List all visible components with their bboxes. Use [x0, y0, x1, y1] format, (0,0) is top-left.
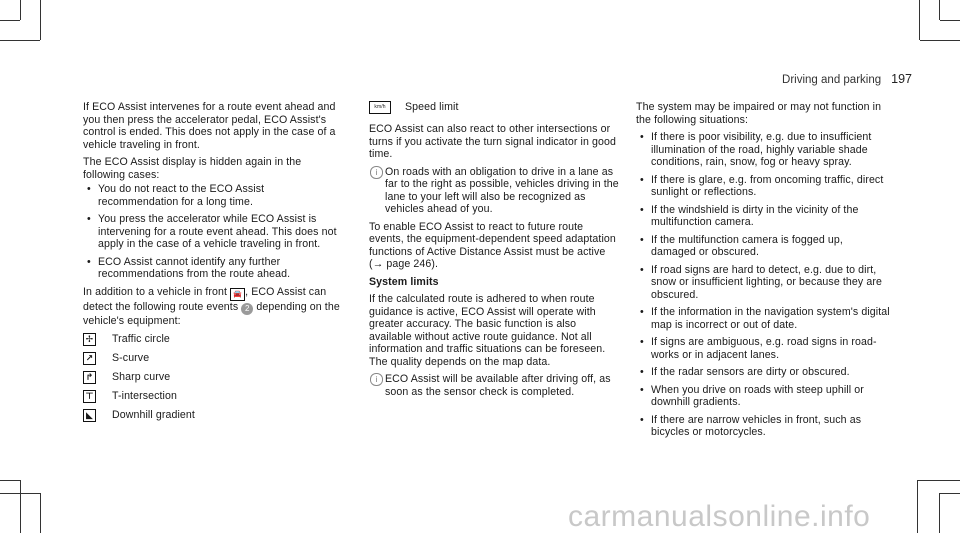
- info-note: [369, 166, 619, 216]
- crop-mark: [0, 20, 20, 21]
- crop-mark: [918, 480, 960, 481]
- info-note: [369, 373, 619, 398]
- crop-mark: [939, 493, 940, 533]
- list-item: • If there is glare, e.g. from oncoming traffic, direct sunlight or reflections.: [636, 174, 890, 199]
- vehicle-in-front-icon: 🚘: [230, 288, 245, 301]
- route-event-row: [369, 101, 619, 114]
- page-header: [782, 72, 912, 86]
- paragraph: The ECO Assist display is hidden again in the following cases:: [83, 156, 302, 181]
- watermark: carmanualsonline.info: [568, 500, 871, 533]
- crop-mark: [0, 40, 40, 41]
- sharp-curve-icon: ↱: [83, 371, 96, 384]
- list-item: • If road signs are hard to detect, e.g. due to dirt, snow or insufficient lighting, or because they are obscured.: [636, 264, 890, 302]
- crop-mark: [939, 0, 940, 20]
- list-item: • If the windshield is dirty in the vicinity of the multifunction camera.: [636, 204, 890, 229]
- info-icon: i: [370, 373, 383, 386]
- crop-mark: [40, 0, 41, 40]
- paragraph: ECO Assist can also react to other intersections or turns if you activate the turn signal indicator in good time.: [369, 123, 616, 160]
- text-span: In addition to a vehicle in front: [83, 285, 228, 298]
- text-span: , ECO Assist can detect the following route events: [83, 285, 327, 313]
- section-title: Driving and parking: [782, 74, 882, 86]
- route-event-label: Downhill gradient: [112, 409, 195, 422]
- crop-mark: [940, 493, 960, 494]
- text-span: depending on the vehicle's equipment:: [83, 300, 340, 327]
- crop-mark: [917, 480, 918, 533]
- list-item: • If there is poor visibility, e.g. due to insufficient illumination of the road, highly variable shade conditions, rain, snow, fog or heavy spray.: [636, 131, 890, 169]
- traffic-circle-icon: ✢: [83, 333, 96, 346]
- column-3: [636, 101, 890, 444]
- route-event-label: S-curve: [112, 352, 150, 365]
- note-text: ECO Assist will be available after driving off, as soon as the sensor check is completed.: [385, 373, 611, 398]
- list-item: • If the multifunction camera is fogged up, damaged or obscured.: [636, 234, 890, 259]
- page-reference-link[interactable]: → page 246: [372, 258, 432, 270]
- list-item: • You press the accelerator while ECO Assist is intervening for a route event ahead. This does not apply in the case of a vehicle traveling in front.: [83, 213, 345, 251]
- route-event-label: T-intersection: [112, 390, 177, 403]
- crop-mark: [20, 0, 21, 20]
- speed-limit-icon: km/h: [369, 101, 391, 114]
- crop-mark: [40, 493, 41, 533]
- paragraph: [369, 221, 619, 271]
- route-event-list: [83, 333, 345, 422]
- bullet-list: [636, 131, 890, 439]
- list-item: • When you drive on roads with steep uphill or downhill gradients.: [636, 384, 890, 409]
- column-1: [83, 101, 345, 428]
- list-item: • If the information in the navigation system's digital map is incorrect or out of date.: [636, 306, 890, 331]
- paragraph: The system may be impaired or may not function in the following situations:: [636, 101, 882, 126]
- downhill-gradient-icon: ◣: [83, 409, 96, 422]
- route-event-row: [83, 390, 345, 403]
- info-icon: i: [370, 166, 383, 179]
- s-curve-icon: ↗: [83, 352, 96, 365]
- text-span: To enable ECO Assist to react to future route events, the equipment-dependent speed adaptation functions of Active Distance Assist must be active (: [369, 220, 616, 270]
- list-item: • If the radar sensors are dirty or obscured.: [636, 366, 890, 379]
- paragraph: If ECO Assist intervenes for a route event ahead and you then press the accelerator pedal, ECO Assist's control is ended. This does not apply in the case of a vehicle traveling in front.: [83, 101, 336, 151]
- route-event-row: [83, 409, 345, 422]
- list-item: • ECO Assist cannot identify any further recommendations from the route ahead.: [83, 256, 345, 281]
- list-item: • If signs are ambiguous, e.g. road signs in road-works or in adjacent lanes.: [636, 336, 890, 361]
- paragraph: [83, 286, 345, 328]
- route-event-label: Traffic circle: [112, 333, 170, 346]
- crop-mark: [20, 480, 21, 533]
- section-heading: System limits: [369, 275, 439, 288]
- crop-mark: [0, 480, 20, 481]
- t-intersection-icon: ⊤: [83, 390, 96, 403]
- text-span: ).: [431, 258, 439, 270]
- crop-mark: [940, 20, 960, 21]
- note-text: On roads with an obligation to drive in a lane as far to the right as possible, vehicles driving in the lane to your left will also be recognized as vehicles ahead of you.: [385, 165, 619, 215]
- callout-badge: 2: [241, 303, 253, 315]
- paragraph: If the calculated route is adhered to when route guidance is active, ECO Assist will operate with greater accuracy. The basic function is also available without active route guidance. Not all information and traffic situations can be foreseen. The quality depends on the map data.: [369, 293, 606, 368]
- list-item: • You do not react to the ECO Assist recommendation for a long time.: [83, 183, 345, 208]
- route-event-row: [83, 333, 345, 346]
- crop-mark: [919, 0, 920, 40]
- bullet-list: [83, 183, 345, 281]
- route-event-row: [83, 371, 345, 384]
- page-number: 197: [891, 72, 912, 86]
- column-2: [369, 101, 619, 403]
- route-event-label: Sharp curve: [112, 371, 171, 384]
- crop-mark: [920, 40, 960, 41]
- list-item: • If there are narrow vehicles in front, such as bicycles or motorcycles.: [636, 414, 890, 439]
- route-event-label: Speed limit: [405, 101, 459, 114]
- route-event-row: [83, 352, 345, 365]
